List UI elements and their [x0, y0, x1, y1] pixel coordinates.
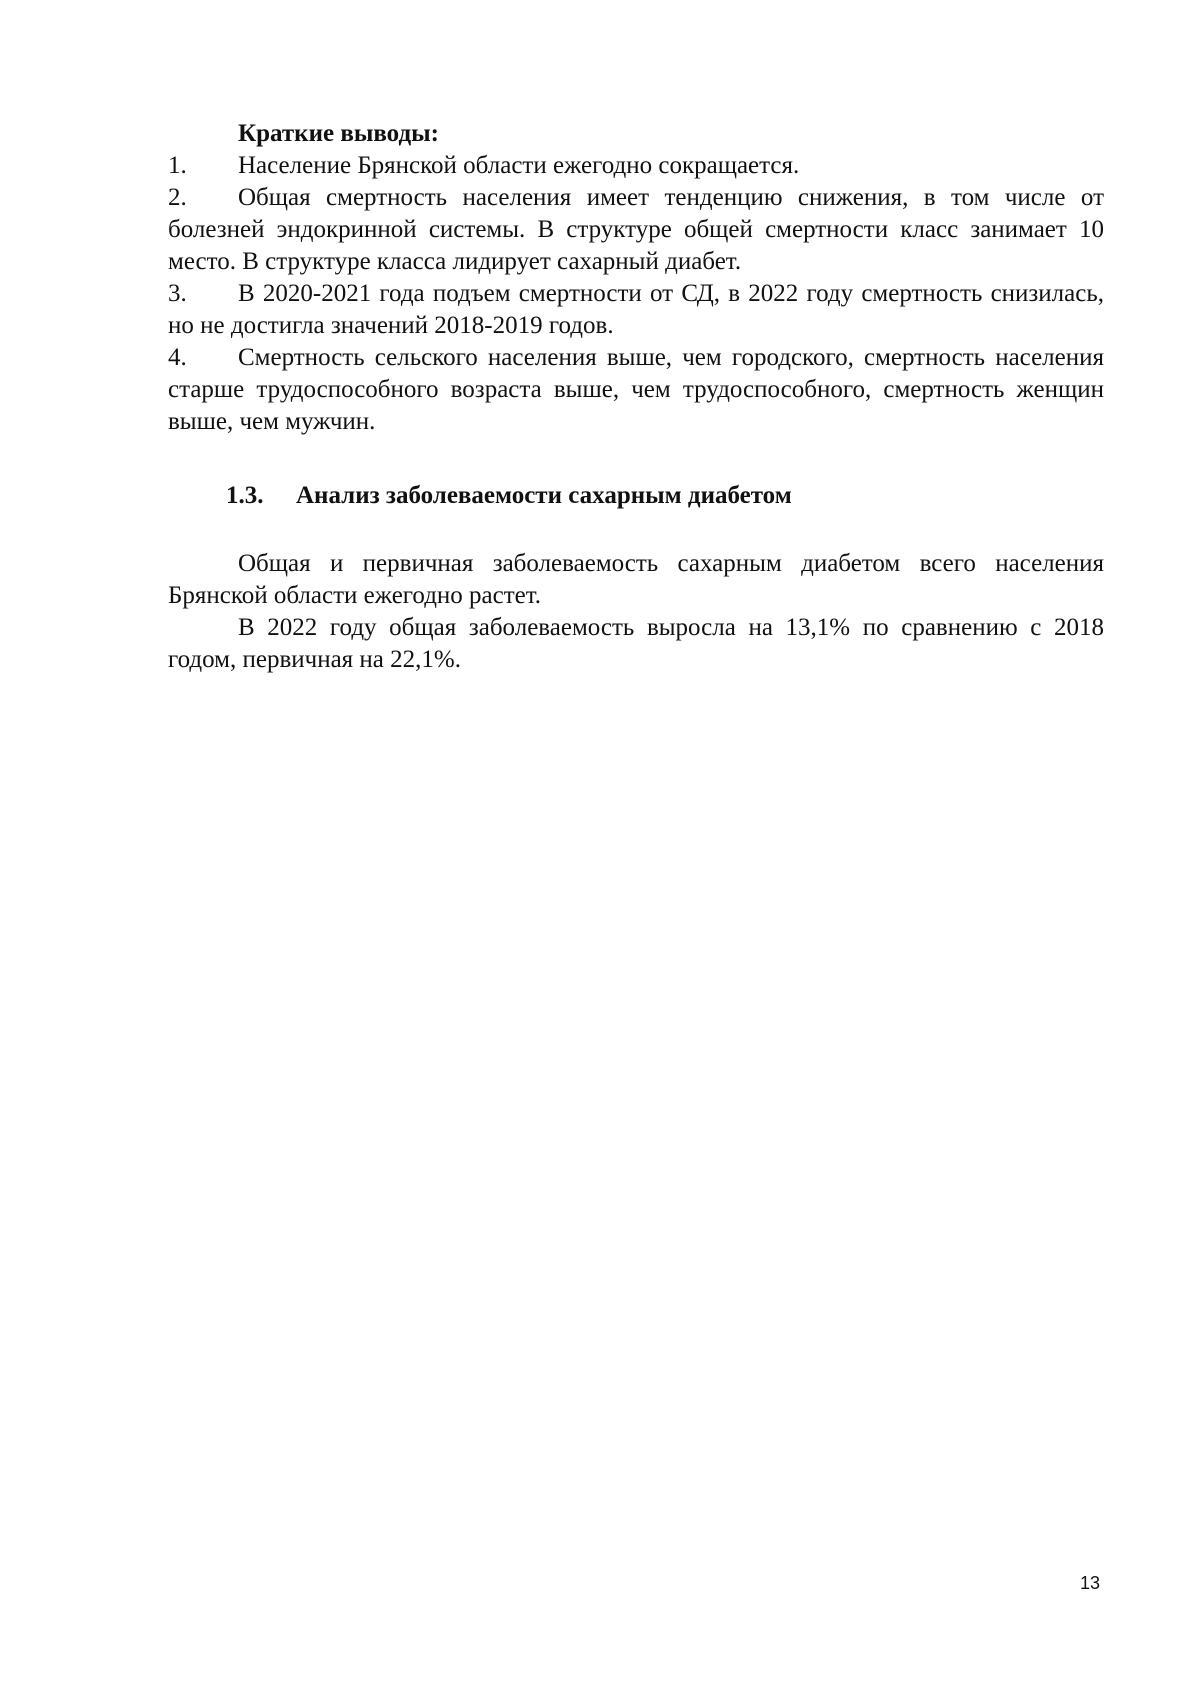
summary-heading: Краткие выводы: [238, 120, 439, 147]
item-number: 4. [168, 344, 187, 371]
section-title: Анализ заболеваемости сахарным диабетом [296, 482, 792, 509]
page-content [168, 118, 1104, 676]
item-text: Смертность сельского населения выше, чем городского, смертность населения старше трудоспособного возраста выше, чем трудоспособного, смертность женщин выше, чем мужчин. [168, 344, 1104, 435]
section-number: 1.3. [226, 482, 264, 509]
item-number: 3. [168, 280, 187, 307]
item-text: В 2020-2021 года подъем смертности от СД, в 2022 году смертность снизилась, но не достигла значений 2018-2019 годов. [168, 280, 1104, 339]
summary-item-3 [168, 278, 1104, 342]
item-text: Общая смертность населения имеет тенденцию снижения, в том числе от болезней эндокринной системы. В структуре общей смертности класс занимает 10 место. В структуре класса лидирует сахарный диабет. [168, 184, 1104, 275]
section-paragraph-2: В 2022 году общая заболеваемость выросла на 13,1% по сравнению с 2018 годом, первичная на 22,1%. [168, 614, 1104, 673]
item-text: Население Брянской области ежегодно сокращается. [238, 152, 800, 179]
summary-item-2 [168, 182, 1104, 278]
item-number: 1. [168, 152, 187, 179]
section-paragraph-1: Общая и первичная заболеваемость сахарным диабетом всего населения Брянской области ежегодно растет. [168, 550, 1104, 609]
item-number: 2. [168, 184, 187, 211]
section-heading [226, 480, 1104, 512]
summary-item-1 [168, 150, 1104, 182]
page-number: 13 [1080, 1573, 1101, 1593]
summary-item-4 [168, 342, 1104, 438]
